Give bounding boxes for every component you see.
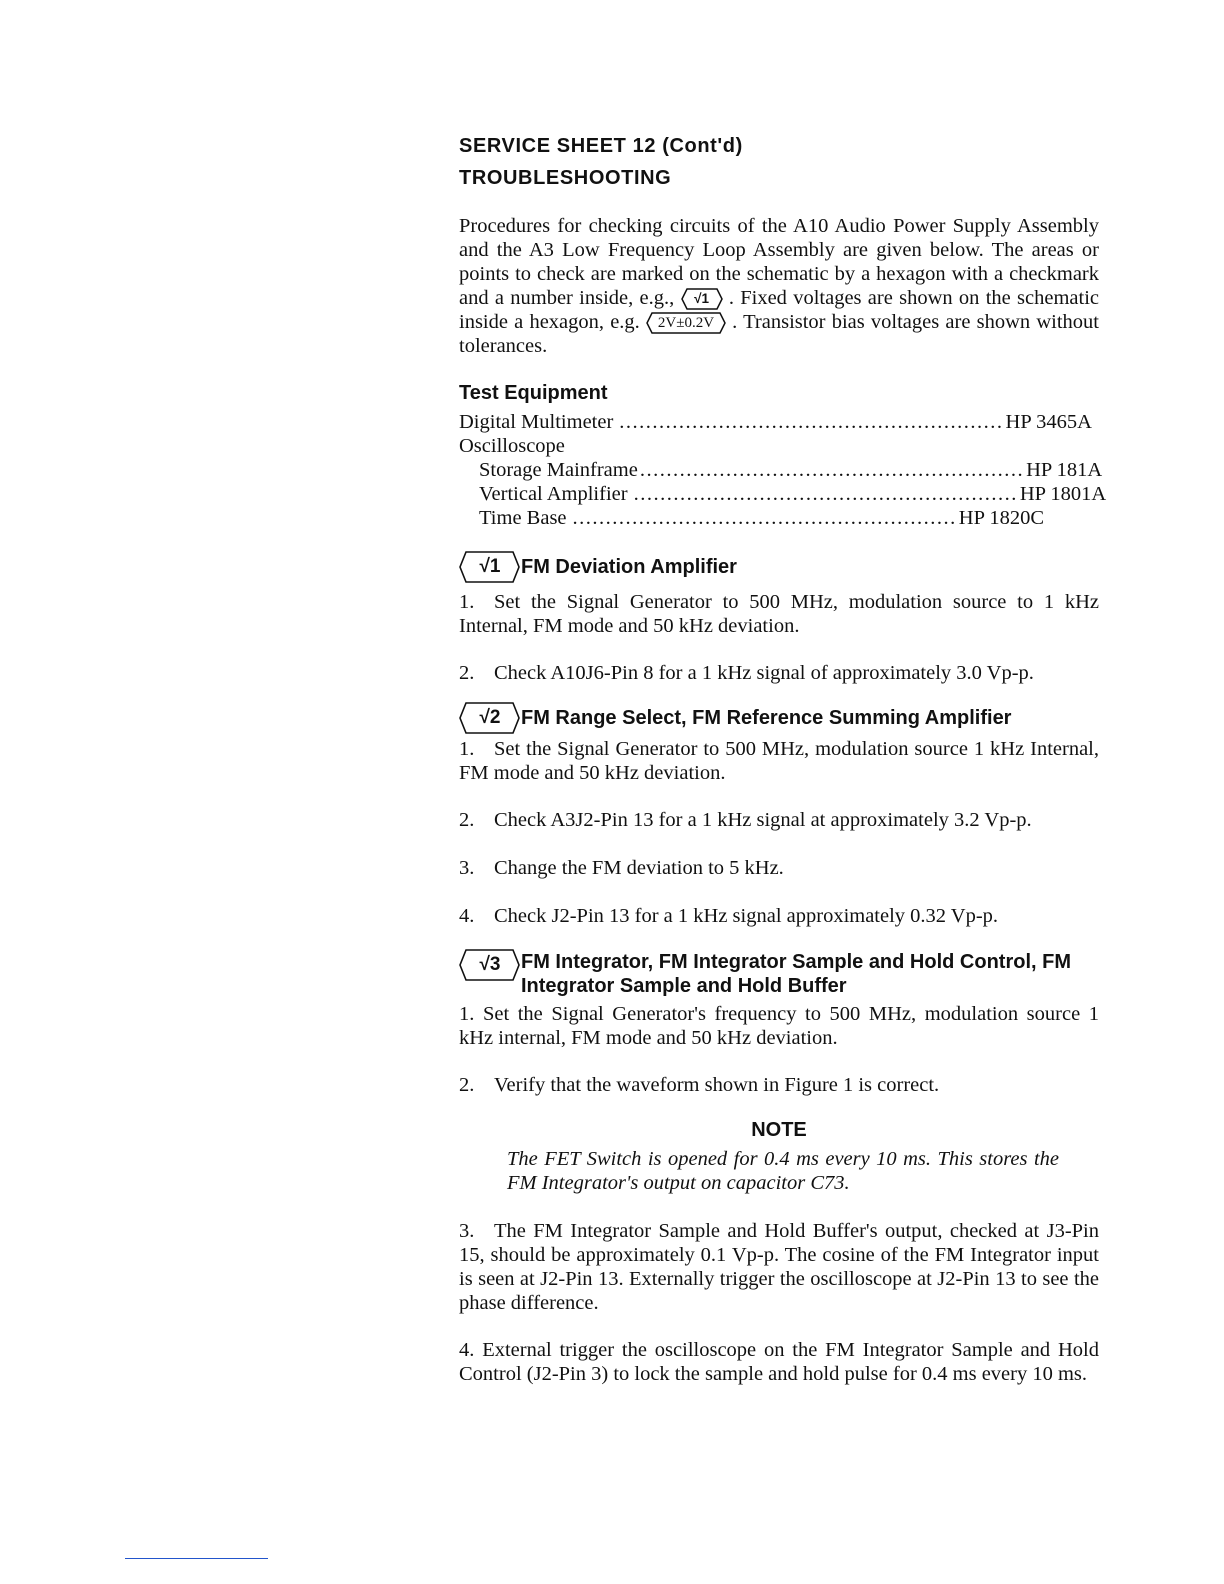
note-text: The FET Switch is opened for 0.4 ms every 10 ms. This stores the FM Integrator's output on capacitor C73.	[507, 1148, 1059, 1194]
step-text: Set the Signal Generator to 500 MHz, modulation source 1 kHz Internal, FM mode and 50 kHz deviation.	[459, 738, 1099, 784]
section-2-header	[459, 701, 1099, 735]
section-2-step-3	[459, 856, 1099, 880]
service-sheet-page	[459, 130, 1107, 1386]
section-1-header	[459, 550, 1099, 584]
footnote-rule	[125, 1558, 268, 1559]
equipment-row-time-base	[459, 506, 1045, 530]
step-text: Check A10J6-Pin 8 for a 1 kHz signal of approximately 3.0 Vp-p.	[494, 662, 1034, 684]
section-3-title: FM Integrator, FM Integrator Sample and Hold Control, FM Integrator Sample and Hold Buffer	[521, 951, 1071, 997]
section-2-step-4	[459, 904, 1099, 928]
equipment-name: Storage Mainframe	[479, 459, 638, 481]
section-title-troubleshooting: TROUBLESHOOTING	[459, 167, 672, 189]
section-2-hexagon	[459, 701, 521, 735]
voltage-hexagon-label: 2V±0.2V	[657, 315, 715, 331]
section-2-step-2	[459, 808, 1099, 832]
leader-dots: ..........................................................	[619, 411, 1004, 433]
leader-dots: ..........................................................	[639, 459, 1025, 481]
section-1-title: FM Deviation Amplifier	[521, 556, 737, 578]
equipment-name: Digital Multimeter	[459, 411, 614, 433]
section-3-step-1	[459, 1002, 1099, 1050]
intro-text-3: . Transistor bias voltages are shown without tolerances.	[459, 311, 1099, 357]
equipment-model: HP 181A	[1026, 459, 1103, 481]
step-text: Set the Signal Generator's frequency to 500 MHz, modulation source 1 kHz internal, FM mode and 50 kHz deviation.	[459, 1003, 1099, 1049]
step-text: The FM Integrator Sample and Hold Buffer's output, checked at J3-Pin 15, should be approximately 0.1 Vp-p. The cosine of the FM Integrator input is seen at J2-Pin 13. Externally trigger the oscilloscope at J2-Pin 13 to see the phase difference.	[459, 1220, 1099, 1314]
step-number: 1.	[459, 591, 475, 613]
intro-text-2: . Fixed voltages are shown on the schematic inside a hexagon, e.g.	[459, 287, 1099, 333]
equipment-row-oscilloscope	[459, 434, 922, 458]
section-2-title: FM Range Select, FM Reference Summing Amplifier	[521, 707, 1012, 729]
section-3-header	[459, 948, 1099, 998]
step-number: 4.	[459, 1339, 475, 1361]
equipment-model: HP 3465A	[1005, 411, 1092, 433]
step-number: 1.	[459, 738, 475, 760]
equipment-row-multimeter	[459, 410, 1092, 434]
check-hexagon-example	[681, 288, 723, 310]
step-number: 2.	[459, 1074, 475, 1096]
equipment-name: Vertical Amplifier	[479, 483, 628, 505]
section-3-step-3	[459, 1219, 1099, 1315]
check-hexagon-label: √1	[694, 291, 709, 306]
step-number: 2.	[459, 662, 475, 684]
step-number: 1.	[459, 1003, 475, 1025]
section-2-step-1	[459, 737, 1099, 785]
section-1-step-2	[459, 661, 1099, 685]
section-3-tag: √3	[479, 954, 501, 975]
section-1-hexagon	[459, 550, 521, 584]
step-text: Check J2-Pin 13 for a 1 kHz signal approximately 0.32 Vp-p.	[494, 905, 999, 927]
step-text: Verify that the waveform shown in Figure 1 is correct.	[494, 1074, 940, 1096]
section-2-tag: √2	[479, 707, 501, 728]
step-text: Set the Signal Generator to 500 MHz, modulation source to 1 kHz Internal, FM mode and 50 kHz deviation.	[459, 591, 1099, 637]
equipment-model: HP 1820C	[958, 507, 1045, 529]
section-3-step-2	[459, 1073, 1099, 1097]
equipment-model: HP 1801A	[1019, 483, 1107, 505]
test-equipment-list	[459, 410, 1107, 530]
equipment-row-storage-mainframe	[459, 458, 1103, 482]
intro-text-1: Procedures for checking circuits of the A10 Audio Power Supply Assembly and the A3 Low Frequency Loop Assembly are given below. The areas or points to check are marked on the schematic by a hexagon with a checkmark and a number inside, e.g.,	[459, 215, 1099, 309]
step-number: 2.	[459, 809, 475, 831]
equipment-row-vertical-amplifier	[459, 482, 1107, 506]
section-1-step-1	[459, 590, 1099, 638]
note-title: NOTE	[751, 1119, 807, 1141]
equipment-name: Oscilloscope	[459, 435, 565, 457]
section-3-step-4	[459, 1338, 1099, 1386]
section-1-tag: √1	[479, 556, 501, 577]
test-equipment-heading: Test Equipment	[459, 382, 608, 404]
voltage-hexagon-example	[646, 312, 726, 334]
page-title: SERVICE SHEET 12 (Cont'd)	[459, 135, 743, 157]
step-text: Check A3J2-Pin 13 for a 1 kHz signal at approximately 3.2 Vp-p.	[494, 809, 1032, 831]
leader-dots: ..........................................................	[572, 507, 957, 529]
step-text: Change the FM deviation to 5 kHz.	[494, 857, 784, 879]
leader-dots: ..........................................................	[633, 483, 1018, 505]
step-number: 4.	[459, 905, 475, 927]
step-number: 3.	[459, 1220, 475, 1242]
step-text: External trigger the oscilloscope on the FM Integrator Sample and Hold Control (J2-Pin 3) to lock the sample and hold pulse for 0.4 ms every 10 ms.	[459, 1339, 1100, 1385]
step-number: 3.	[459, 857, 475, 879]
equipment-name: Time Base	[479, 507, 567, 529]
section-3-hexagon	[459, 948, 521, 982]
intro-paragraph	[459, 214, 1099, 358]
